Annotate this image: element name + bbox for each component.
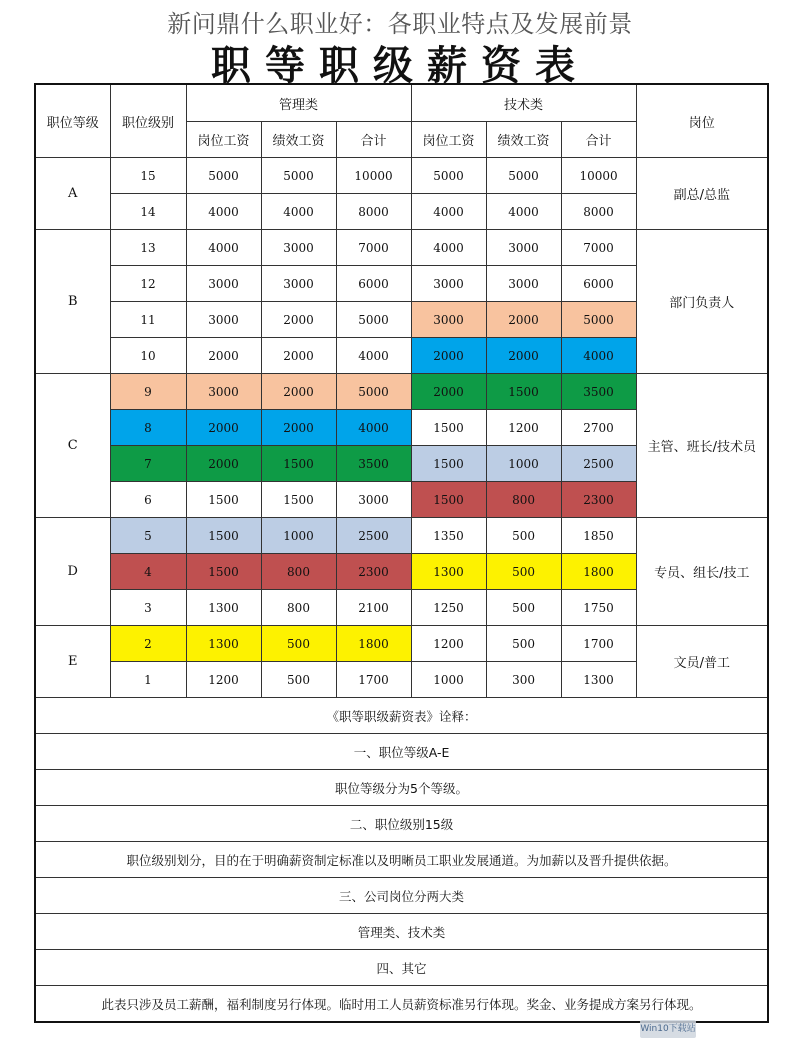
grade-cell: C: [35, 374, 110, 518]
mgmt-value-cell: 1500: [261, 482, 336, 518]
mgmt-value-cell: 2000: [261, 338, 336, 374]
mgmt-value-cell: 3000: [186, 374, 261, 410]
tech-value-cell: 4000: [486, 194, 561, 230]
mgmt-value-cell: 3000: [186, 266, 261, 302]
tech-value-cell: 2300: [561, 482, 636, 518]
tech-value-cell: 1250: [411, 590, 486, 626]
table-row: [35, 626, 768, 662]
mgmt-value-cell: 1500: [261, 446, 336, 482]
note-row: [35, 950, 768, 986]
level-cell: 7: [110, 446, 186, 482]
tech-value-cell: 4000: [411, 194, 486, 230]
tech-value-cell: 1750: [561, 590, 636, 626]
level-cell: 13: [110, 230, 186, 266]
mgmt-value-cell: 3000: [186, 302, 261, 338]
header-post: 岗位: [636, 84, 768, 158]
header-mgmt-perf: 绩效工资: [261, 122, 336, 158]
tech-value-cell: 5000: [486, 158, 561, 194]
level-cell: 2: [110, 626, 186, 662]
mgmt-value-cell: 3000: [336, 482, 411, 518]
header-tech-total: 合计: [561, 122, 636, 158]
mgmt-value-cell: 500: [261, 662, 336, 698]
tech-value-cell: 5000: [411, 158, 486, 194]
mgmt-value-cell: 500: [261, 626, 336, 662]
mgmt-value-cell: 1500: [186, 554, 261, 590]
mgmt-value-cell: 2000: [261, 410, 336, 446]
grade-cell: B: [35, 230, 110, 374]
watermark-logo: Win10下载站: [640, 1020, 696, 1038]
note-text: 四、其它: [35, 950, 768, 986]
tech-value-cell: 1500: [411, 482, 486, 518]
tech-value-cell: 1300: [561, 662, 636, 698]
grade-cell: A: [35, 158, 110, 230]
header-tech: 技术类: [411, 84, 636, 122]
header-tech-base: 岗位工资: [411, 122, 486, 158]
mgmt-value-cell: 7000: [336, 230, 411, 266]
mgmt-value-cell: 1000: [261, 518, 336, 554]
mgmt-value-cell: 1500: [186, 482, 261, 518]
level-cell: 8: [110, 410, 186, 446]
mgmt-value-cell: 3000: [261, 230, 336, 266]
mgmt-value-cell: 1500: [186, 518, 261, 554]
tech-value-cell: 1700: [561, 626, 636, 662]
level-cell: 12: [110, 266, 186, 302]
tech-value-cell: 3000: [411, 266, 486, 302]
mgmt-value-cell: 1300: [186, 590, 261, 626]
tech-value-cell: 6000: [561, 266, 636, 302]
tech-value-cell: 2500: [561, 446, 636, 482]
level-cell: 9: [110, 374, 186, 410]
mgmt-value-cell: 8000: [336, 194, 411, 230]
tech-value-cell: 1500: [411, 446, 486, 482]
note-row: [35, 914, 768, 950]
mgmt-value-cell: 2100: [336, 590, 411, 626]
tech-value-cell: 2000: [486, 338, 561, 374]
header-mgmt-base: 岗位工资: [186, 122, 261, 158]
post-cell: 文员/普工: [636, 626, 768, 698]
mgmt-value-cell: 3500: [336, 446, 411, 482]
mgmt-value-cell: 5000: [186, 158, 261, 194]
header-mgmt: 管理类: [186, 84, 411, 122]
note-text: 管理类、技术类: [35, 914, 768, 950]
mgmt-value-cell: 2000: [186, 446, 261, 482]
note-text: 《职等职级薪资表》诠释：: [35, 698, 768, 734]
note-row: [35, 806, 768, 842]
tech-value-cell: 500: [486, 590, 561, 626]
note-text: 二、职位级别15级: [35, 806, 768, 842]
tech-value-cell: 1000: [411, 662, 486, 698]
level-cell: 10: [110, 338, 186, 374]
mgmt-value-cell: 4000: [261, 194, 336, 230]
note-text: 职位级别划分，目的在于明确薪资制定标准以及明晰员工职业发展通道。为加薪以及晋升提供依据。: [35, 842, 768, 878]
tech-value-cell: 300: [486, 662, 561, 698]
tech-value-cell: 2000: [486, 302, 561, 338]
post-cell: 专员、组长/技工: [636, 518, 768, 626]
tech-value-cell: 1200: [411, 626, 486, 662]
tech-value-cell: 5000: [561, 302, 636, 338]
sheet-title: 职等职级薪资表: [211, 43, 589, 89]
level-cell: 14: [110, 194, 186, 230]
tech-value-cell: 2000: [411, 374, 486, 410]
note-row: [35, 770, 768, 806]
grade-cell: D: [35, 518, 110, 626]
header-grade: 职位等级: [35, 84, 110, 158]
mgmt-value-cell: 4000: [336, 410, 411, 446]
tech-value-cell: 4000: [561, 338, 636, 374]
mgmt-value-cell: 1700: [336, 662, 411, 698]
tech-value-cell: 2700: [561, 410, 636, 446]
post-cell: 部门负责人: [636, 230, 768, 374]
mgmt-value-cell: 2000: [186, 410, 261, 446]
table-row: [35, 374, 768, 410]
post-cell: 主管、班长/技术员: [636, 374, 768, 518]
mgmt-value-cell: 800: [261, 554, 336, 590]
level-cell: 6: [110, 482, 186, 518]
post-cell: 副总/总监: [636, 158, 768, 230]
note-row: [35, 842, 768, 878]
level-cell: 4: [110, 554, 186, 590]
mgmt-value-cell: 5000: [336, 374, 411, 410]
level-cell: 1: [110, 662, 186, 698]
note-text: 此表只涉及员工薪酬，福利制度另行体现。临时用工人员薪资标准另行体现。奖金、业务提成方案另行体现。: [35, 986, 768, 1023]
tech-value-cell: 500: [486, 554, 561, 590]
mgmt-value-cell: 1200: [186, 662, 261, 698]
mgmt-value-cell: 2000: [261, 302, 336, 338]
note-row: [35, 986, 768, 1023]
tech-value-cell: 1000: [486, 446, 561, 482]
tech-value-cell: 8000: [561, 194, 636, 230]
mgmt-value-cell: 2000: [261, 374, 336, 410]
tech-value-cell: 1300: [411, 554, 486, 590]
mgmt-value-cell: 800: [261, 590, 336, 626]
mgmt-value-cell: 6000: [336, 266, 411, 302]
salary-table: [34, 83, 769, 1023]
tech-value-cell: 1200: [486, 410, 561, 446]
mgmt-value-cell: 5000: [336, 302, 411, 338]
level-cell: 3: [110, 590, 186, 626]
note-row: [35, 698, 768, 734]
note-row: [35, 878, 768, 914]
note-text: 一、职位等级A-E: [35, 734, 768, 770]
level-cell: 15: [110, 158, 186, 194]
level-cell: 11: [110, 302, 186, 338]
note-row: [35, 734, 768, 770]
mgmt-value-cell: 4000: [336, 338, 411, 374]
grade-cell: E: [35, 626, 110, 698]
tech-value-cell: 1500: [411, 410, 486, 446]
tech-value-cell: 10000: [561, 158, 636, 194]
table-row: [35, 158, 768, 194]
mgmt-value-cell: 4000: [186, 194, 261, 230]
mgmt-value-cell: 2300: [336, 554, 411, 590]
tech-value-cell: 3000: [411, 302, 486, 338]
mgmt-value-cell: 2500: [336, 518, 411, 554]
tech-value-cell: 3000: [486, 266, 561, 302]
table-row: [35, 230, 768, 266]
mgmt-value-cell: 3000: [261, 266, 336, 302]
tech-value-cell: 3500: [561, 374, 636, 410]
tech-value-cell: 500: [486, 626, 561, 662]
mgmt-value-cell: 10000: [336, 158, 411, 194]
tech-value-cell: 800: [486, 482, 561, 518]
tech-value-cell: 1800: [561, 554, 636, 590]
header-mgmt-total: 合计: [336, 122, 411, 158]
level-cell: 5: [110, 518, 186, 554]
header-tech-perf: 绩效工资: [486, 122, 561, 158]
mgmt-value-cell: 5000: [261, 158, 336, 194]
note-text: 三、公司岗位分两大类: [35, 878, 768, 914]
table-row: [35, 518, 768, 554]
tech-value-cell: 3000: [486, 230, 561, 266]
tech-value-cell: 1500: [486, 374, 561, 410]
tech-value-cell: 500: [486, 518, 561, 554]
tech-value-cell: 2000: [411, 338, 486, 374]
mgmt-value-cell: 1300: [186, 626, 261, 662]
header-level: 职位级别: [110, 84, 186, 158]
mgmt-value-cell: 2000: [186, 338, 261, 374]
mgmt-value-cell: 4000: [186, 230, 261, 266]
tech-value-cell: 7000: [561, 230, 636, 266]
tech-value-cell: 4000: [411, 230, 486, 266]
note-text: 职位等级分为5个等级。: [35, 770, 768, 806]
tech-value-cell: 1850: [561, 518, 636, 554]
tech-value-cell: 1350: [411, 518, 486, 554]
mgmt-value-cell: 1800: [336, 626, 411, 662]
page-caption: 新问鼎什么职业好：各职业特点及发展前景: [167, 10, 633, 38]
